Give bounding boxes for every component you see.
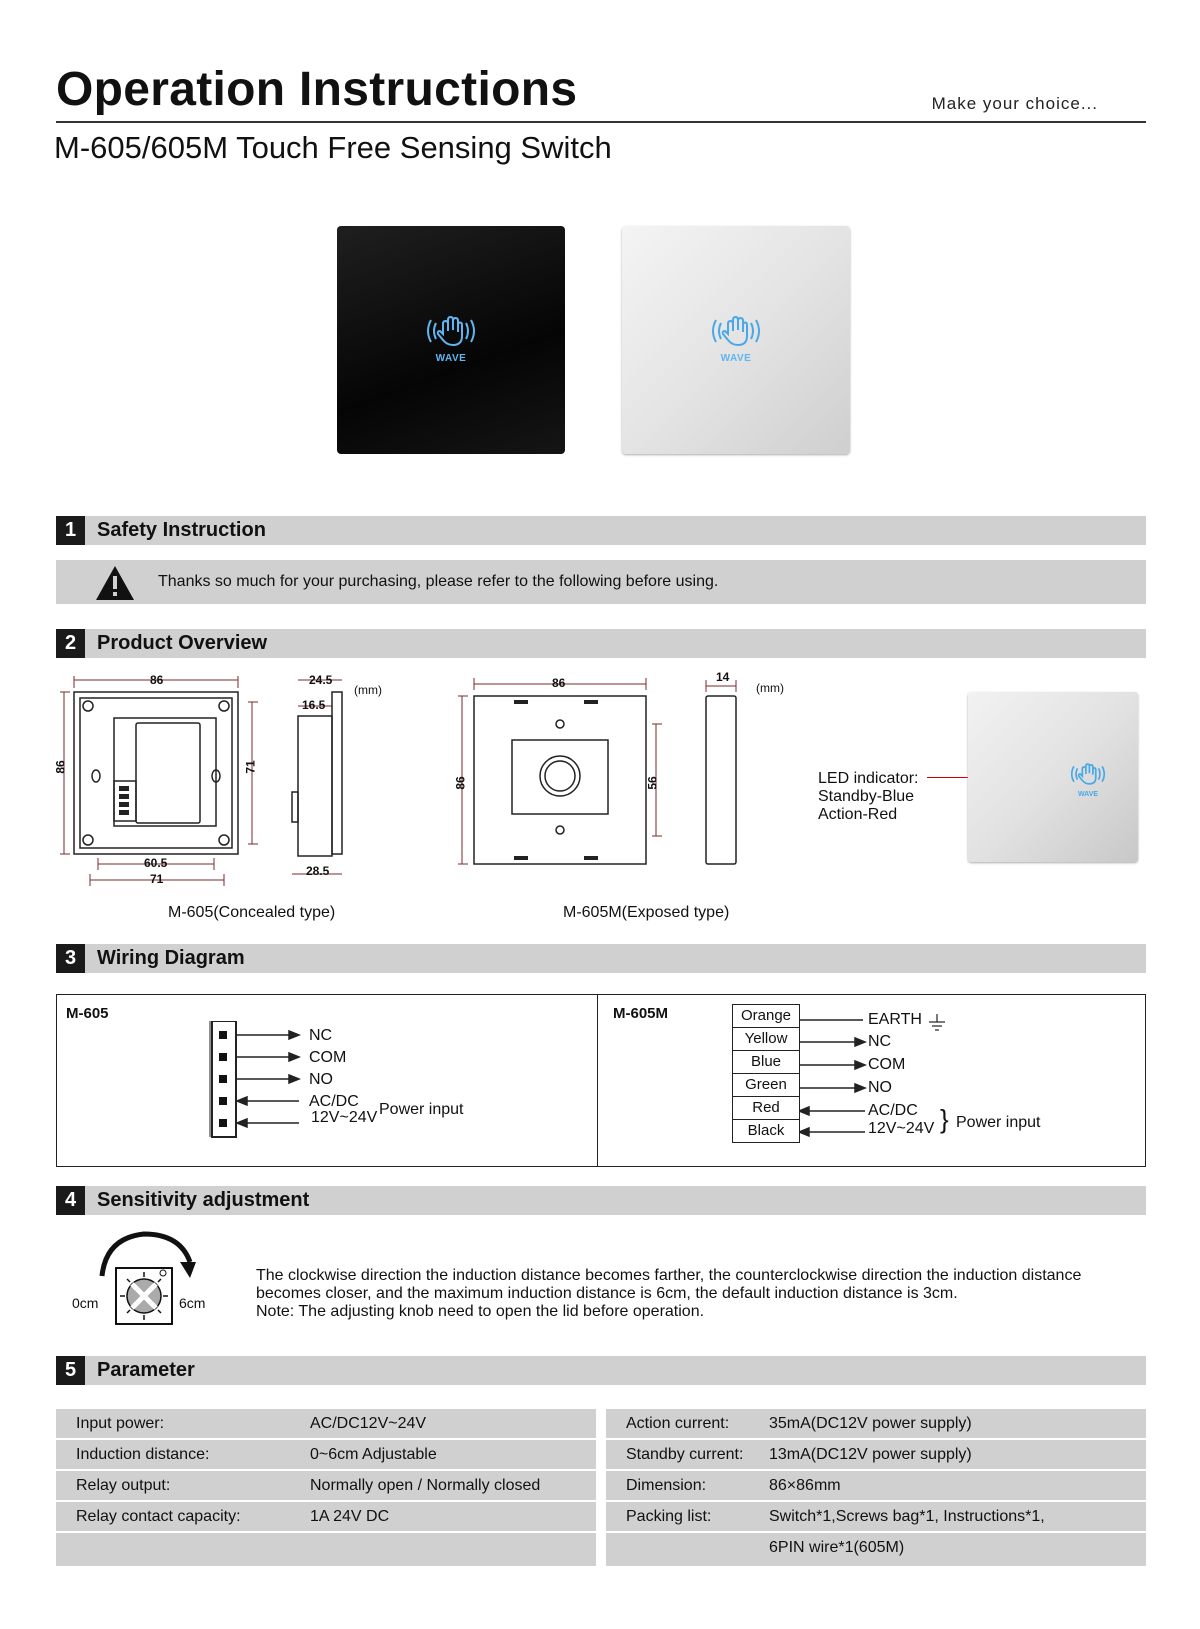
dim-width: 86 xyxy=(150,673,164,687)
section-header-parameter xyxy=(56,1356,1146,1385)
param-value: 13mA(DC12V power supply) xyxy=(769,1446,972,1463)
wave-label: WAVE xyxy=(720,353,752,364)
table-row xyxy=(606,1440,1146,1471)
led-indicator-label: LED indicator: Standby-Blue Action-Red xyxy=(818,770,919,823)
param-key: Relay output: xyxy=(76,1477,171,1494)
wire-black: Black xyxy=(732,1119,800,1143)
m605m-terminal-earth: EARTH xyxy=(868,1011,922,1028)
table-row xyxy=(606,1471,1146,1502)
parameter-table-left xyxy=(56,1409,596,1566)
wire-yellow: Yellow xyxy=(732,1027,800,1051)
section-header-wiring xyxy=(56,944,1146,973)
table-row xyxy=(606,1533,1146,1562)
table-row xyxy=(56,1409,596,1440)
section-number: 2 xyxy=(56,629,85,658)
section-header-sensitivity xyxy=(56,1186,1146,1215)
exposed-caption: M-605M(Exposed type) xyxy=(563,904,730,921)
header-divider xyxy=(56,121,1146,123)
section-number: 4 xyxy=(56,1186,85,1215)
param-value: 35mA(DC12V power supply) xyxy=(769,1415,972,1432)
param-value: 86×86mm xyxy=(769,1477,841,1494)
dim-depth-top: 24.5 xyxy=(309,673,333,687)
section-header-safety xyxy=(56,516,1146,545)
param-value: 1A 24V DC xyxy=(310,1508,390,1525)
m605m-terminal-com: COM xyxy=(868,1056,906,1073)
wave-label: WAVE xyxy=(1077,791,1099,798)
page-subtitle: M-605/605M Touch Free Sensing Switch xyxy=(54,130,612,165)
wire-red: Red xyxy=(732,1096,800,1120)
table-row xyxy=(56,1440,596,1471)
m605m-terminal-acdc: AC/DC xyxy=(868,1102,918,1119)
section-label: Safety Instruction xyxy=(97,519,266,541)
table-row xyxy=(606,1409,1146,1440)
m605-terminal-nc: NC xyxy=(309,1027,333,1044)
param-value: AC/DC12V~24V xyxy=(310,1415,427,1432)
m605-power-input: Power input xyxy=(379,1101,464,1118)
m605-terminal-no: NO xyxy=(309,1071,333,1088)
param-value: 6PIN wire*1(605M) xyxy=(769,1539,905,1556)
wiring-model-label: M-605 xyxy=(66,1005,109,1022)
sensitivity-description: The clockwise direction the induction distance becomes farther, the counterclockwise direction the induction distance becomes closer, and the maximum induction distance is 6cm, the default induction distance is 3cm. Note: The adjusting knob need to open the lid before operation. xyxy=(256,1267,1082,1320)
table-row xyxy=(56,1533,596,1562)
wave-hand-icon xyxy=(337,314,565,364)
section-number: 5 xyxy=(56,1356,85,1385)
dim-width: 86 xyxy=(552,676,566,690)
concealed-type-drawing xyxy=(52,668,422,898)
earth-icon xyxy=(929,1014,945,1030)
param-key: Induction distance: xyxy=(76,1446,210,1463)
wave-label: WAVE xyxy=(435,353,467,364)
param-key: Packing list: xyxy=(626,1508,712,1525)
section-label: Product Overview xyxy=(97,632,268,654)
warning-icon xyxy=(94,564,136,602)
safety-notice xyxy=(56,560,1146,604)
param-value: Normally open / Normally closed xyxy=(310,1477,541,1494)
table-row xyxy=(56,1502,596,1533)
dim-height: 86 xyxy=(53,760,68,774)
wiring-model-label: M-605M xyxy=(613,1005,669,1022)
param-key: Action current: xyxy=(626,1415,730,1432)
section-label: Wiring Diagram xyxy=(97,947,245,969)
param-key: Standby current: xyxy=(626,1446,744,1463)
m605-terminal-acdc: AC/DC xyxy=(309,1093,359,1110)
table-row xyxy=(56,1471,596,1502)
wire-orange: Orange xyxy=(732,1004,800,1028)
dim-inner-height: 71 xyxy=(243,760,258,774)
table-row xyxy=(606,1502,1146,1533)
m605-terminal-com: COM xyxy=(309,1049,347,1066)
wire-blue: Blue xyxy=(732,1050,800,1074)
black-switch-image xyxy=(337,226,565,454)
param-value: Switch*1,Screws bag*1, Instructions*1, xyxy=(769,1508,1045,1525)
led-switch-image xyxy=(968,692,1138,862)
wire-green: Green xyxy=(732,1073,800,1097)
section-number: 1 xyxy=(56,516,85,545)
m605m-terminal-voltage: 12V~24V xyxy=(868,1120,935,1137)
dim-bottom-outer: 71 xyxy=(150,872,164,886)
wave-hand-icon xyxy=(622,314,850,364)
m605m-terminal-nc: NC xyxy=(868,1033,892,1050)
wiring-box-m605 xyxy=(56,994,598,1167)
param-value: 0~6cm Adjustable xyxy=(310,1446,437,1463)
unit-label: (mm) xyxy=(354,683,382,697)
dim-depth-bottom: 28.5 xyxy=(306,864,330,878)
section-label: Parameter xyxy=(97,1359,195,1381)
white-switch-image xyxy=(622,226,850,454)
tagline: Make your choice... xyxy=(931,94,1098,113)
param-key: Relay contact capacity: xyxy=(76,1508,241,1525)
wave-hand-icon xyxy=(1003,762,1173,798)
dim-depth: 14 xyxy=(716,670,730,684)
param-key: Input power: xyxy=(76,1415,165,1432)
dim-height: 86 xyxy=(453,776,468,790)
concealed-caption: M-605(Concealed type) xyxy=(168,904,336,921)
sensitivity-knob-icon xyxy=(92,1228,206,1334)
param-key: Dimension: xyxy=(626,1477,707,1494)
section-label: Sensitivity adjustment xyxy=(97,1189,310,1211)
m605m-terminal-no: NO xyxy=(868,1079,892,1096)
dim-inner-height: 56 xyxy=(645,776,660,790)
m605m-power-input: Power input xyxy=(956,1114,1041,1131)
knob-min-label: 0cm xyxy=(72,1295,99,1311)
safety-notice-text: Thanks so much for your purchasing, please refer to the following before using. xyxy=(158,573,719,590)
exposed-type-drawing xyxy=(453,668,766,878)
dim-bottom-inner: 60.5 xyxy=(144,856,168,870)
unit-label: (mm) xyxy=(756,681,784,695)
parameter-table-right xyxy=(606,1409,1146,1566)
knob-max-label: 6cm xyxy=(179,1295,206,1311)
section-header-overview xyxy=(56,629,1146,658)
page-title: Operation Instructions xyxy=(56,63,578,116)
dim-depth-mid: 16.5 xyxy=(302,698,326,712)
brace: } xyxy=(940,1104,949,1134)
m605-terminal-voltage: 12V~24V xyxy=(311,1109,378,1126)
section-number: 3 xyxy=(56,944,85,973)
